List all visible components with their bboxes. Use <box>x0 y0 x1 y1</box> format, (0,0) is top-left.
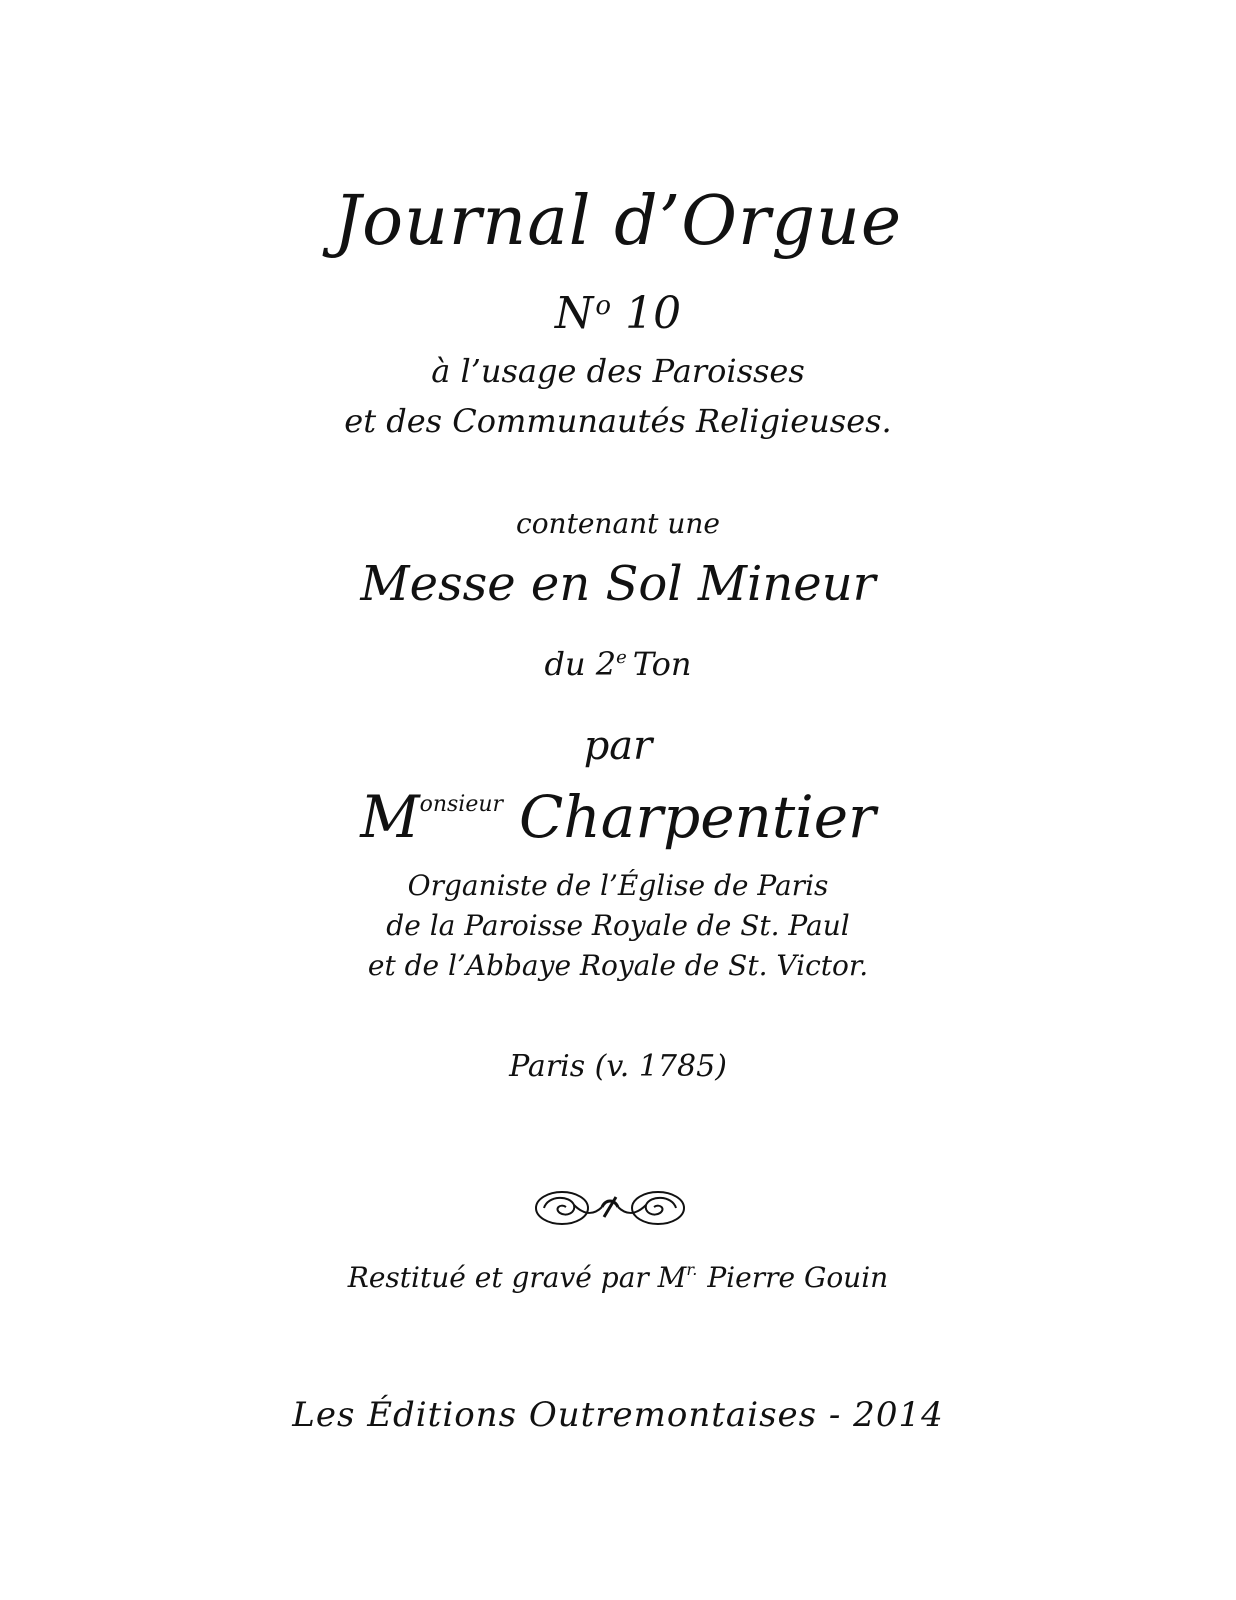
number-prefix: N <box>554 288 594 339</box>
position-line-1: Organiste de l’Église de Paris <box>407 869 829 902</box>
engraver-sup: r. <box>686 1260 698 1279</box>
usage-line-1: à l’usage des Paroisses <box>431 352 805 390</box>
publisher-line: Les Éditions Outremontaises - 2014 <box>292 1395 944 1435</box>
tone-prefix: du 2 <box>544 645 617 683</box>
composer-name: Charpentier <box>519 783 876 851</box>
publication-date: Paris (v. 1785) <box>509 1049 727 1084</box>
page-title: Journal d’Orgue <box>333 182 903 261</box>
fleuron-ornament-icon <box>530 1183 690 1233</box>
tone-sup: e <box>616 647 627 668</box>
composer-initial: M <box>360 783 420 851</box>
composer-title-sup: onsieur <box>419 792 504 817</box>
tone-line <box>0 645 1236 683</box>
position-line-3: et de l’Abbaye Royale de St. Victor. <box>367 949 869 982</box>
work-title: Messe en Sol Mineur <box>360 556 876 612</box>
par-text: par <box>583 723 653 769</box>
contenant-text: contenant une <box>516 507 720 540</box>
usage-line-2: et des Communautés Religieuses. <box>344 402 892 440</box>
engraver-prefix: Restitué et gravé par M <box>347 1261 687 1294</box>
journal-number <box>0 288 1236 339</box>
engraver-line <box>0 1262 1236 1292</box>
tone-suffix: Ton <box>632 645 692 683</box>
number-value: 10 <box>625 288 682 339</box>
composer-line <box>0 783 1236 851</box>
engraver-name: Pierre Gouin <box>707 1261 889 1294</box>
number-prefix-sup: o <box>595 291 612 321</box>
position-line-2: de la Paroisse Royale de St. Paul <box>386 909 850 942</box>
